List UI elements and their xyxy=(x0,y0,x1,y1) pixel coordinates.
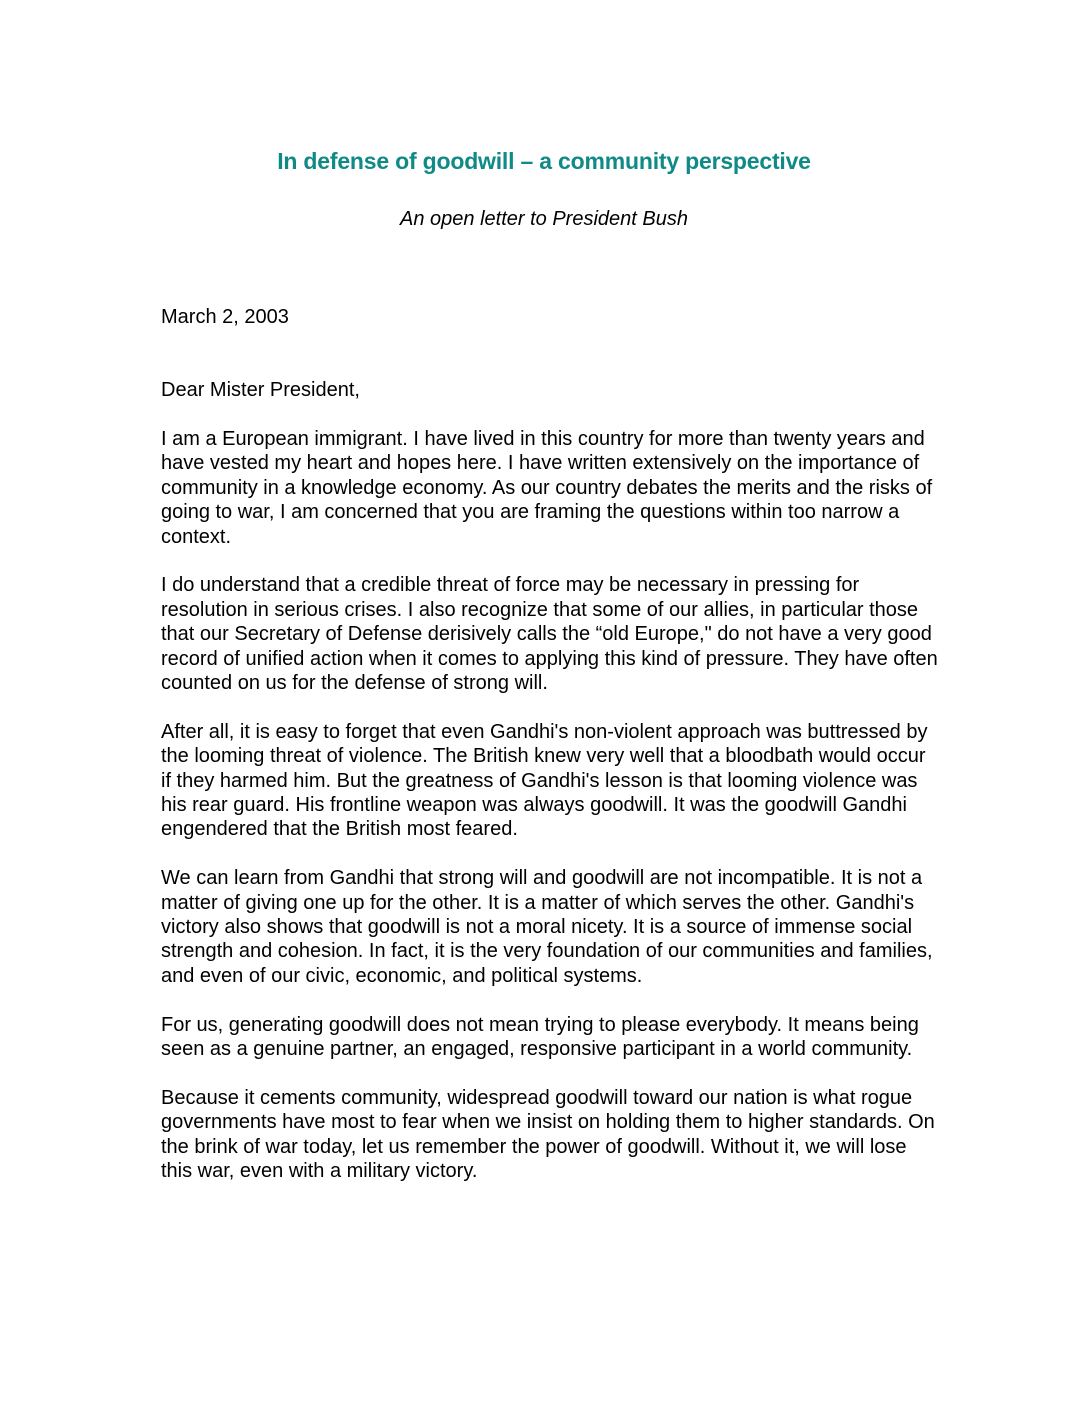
paragraph-5: For us, generating goodwill does not mean trying to please everybody. It means being seen as a genuine partner, an engaged, responsive participant in a world community. xyxy=(161,1013,919,1061)
letter-date: March 2, 2003 xyxy=(161,306,289,328)
document-title: In defense of goodwill – a community perspective xyxy=(277,148,811,174)
paragraph-2: I do understand that a credible threat of force may be necessary in pressing for resolution in serious crises. I also recognize that some of our allies, in particular those that our Secretary of Defense derisively calls the “old Europe," do not have a very good record of unified action when it comes to applying this kind of pressure. They have often counted on us for the defense of strong will. xyxy=(161,574,938,695)
letter-salutation: Dear Mister President, xyxy=(161,379,360,402)
document-subtitle: An open letter to President Bush xyxy=(400,208,688,230)
paragraph-1: I am a European immigrant. I have lived in this country for more than twenty years and have vested my heart and hopes here. I have written extensively on the importance of community in a knowledge economy. As our country debates the merits and the risks of going to war, I am concerned that you are framing the questions within too narrow a context. xyxy=(161,428,933,548)
paragraph-4: We can learn from Gandhi that strong will and goodwill are not incompatible. It is not a matter of giving one up for the other. It is a matter of which serves the other. Gandhi's victory also shows that goodwill is not a moral nicety. It is a source of immense social strength and cohesion. In fact, it is the very foundation of our communities and families, and even of our civic, economic, and political systems. xyxy=(161,867,933,987)
letter-body xyxy=(161,305,941,1208)
paragraph-3: After all, it is easy to forget that even Gandhi's non-violent approach was buttressed by the looming threat of violence. The British knew very well that a bloodbath would occur if they harmed him. But the greatness of Gandhi's lesson is that looming violence was his rear guard. His frontline weapon was always goodwill. It was the goodwill Gandhi engendered that the British most feared. xyxy=(161,720,928,841)
paragraph-6: Because it cements community, widespread goodwill toward our nation is what rogue governments have most to fear when we insist on holding them to higher standards. On the brink of war today, let us remember the power of goodwill. Without it, we will lose this war, even with a military victory. xyxy=(161,1086,935,1183)
